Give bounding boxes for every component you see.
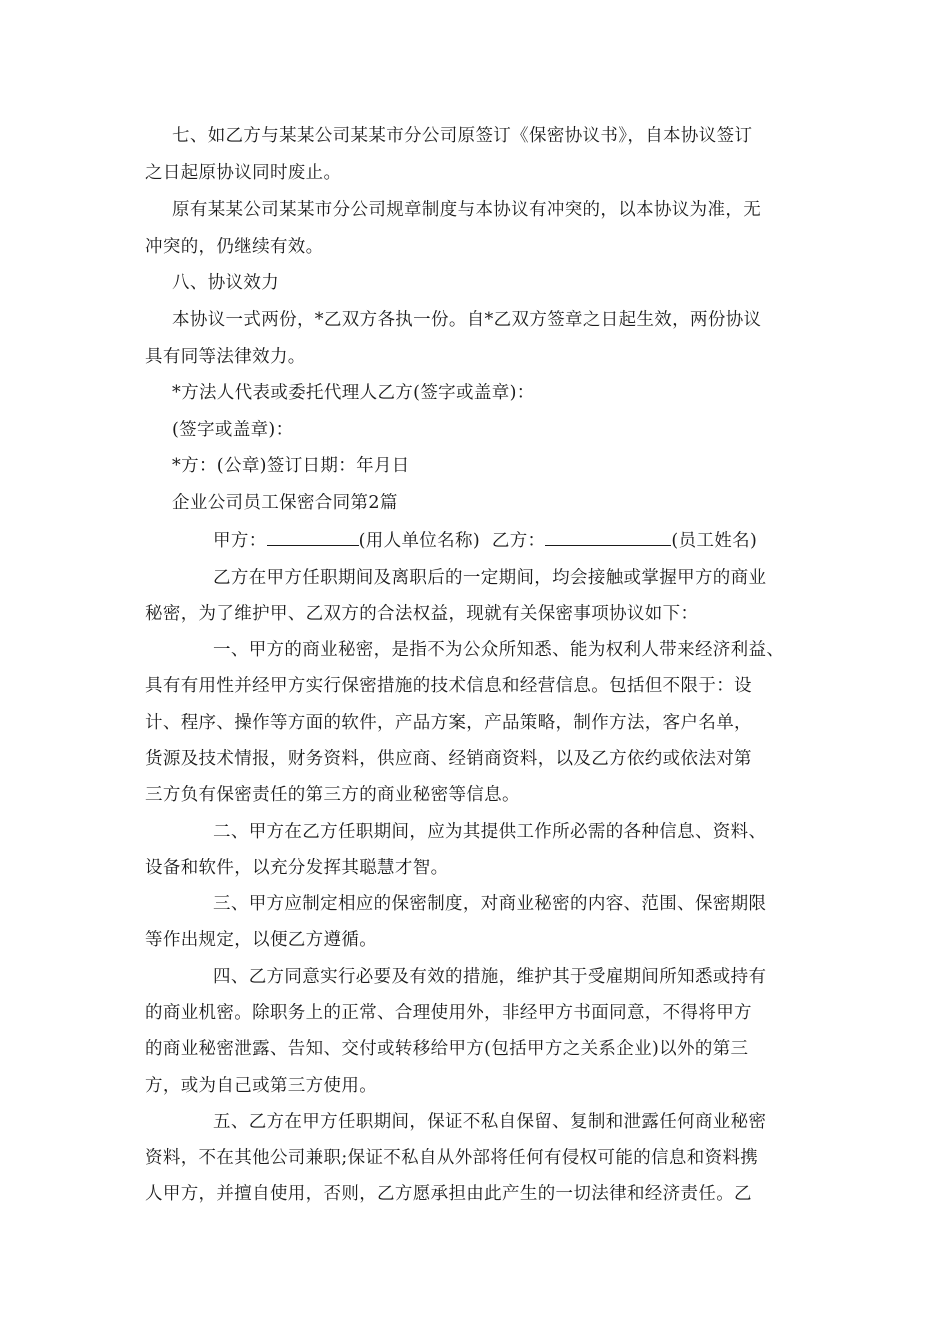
clause-1-line-5: 三方负有保密责任的第三方的商业秘密等信息。 [145, 785, 520, 805]
clause-5-line-2: 资料，不在其他公司兼职;保证不私自从外部将任何有侵权可能的信息和资料携 [145, 1148, 759, 1168]
clause-4-line-4: 方，或为自己或第三方使用。 [145, 1076, 378, 1096]
intro-line-1: 乙方在甲方任职期间及离职后的一定期间，均会接触或掌握甲方的商业 [213, 568, 767, 588]
clause-4-line-2: 的商业机密。除职务上的正常、合理使用外，非经甲方书面同意，不得将甲方 [145, 1003, 752, 1023]
signature-line-representative: *方法人代表或委托代理人乙方(签字或盖章)： [172, 383, 535, 403]
party-b-blank [545, 527, 671, 546]
signature-line-sign-seal: (签字或盖章)： [172, 420, 294, 440]
paragraph-validity-line-2: 具有同等法律效力。 [145, 347, 306, 367]
paragraph-rules-line-1: 原有某某公司某某市分公司规章制度与本协议有冲突的，以本协议为准，无 [172, 200, 762, 220]
clause-4-line-1: 四、乙方同意实行必要及有效的措施，维护其于受雇期间所知悉或持有 [213, 967, 767, 987]
clause-1-line-4: 货源及技术情报，财务资料，供应商、经销商资料，以及乙方依约或依法对第 [145, 749, 752, 769]
clause-3-line-2: 等作出规定，以便乙方遵循。 [145, 930, 378, 950]
clause-5-line-1: 五、乙方在甲方任职期间，保证不私自保留、复制和泄露任何商业秘密 [213, 1112, 767, 1132]
paragraph-7-line-1: 七、如乙方与某某公司某某市分公司原签订《保密协议书》，自本协议签订 [172, 126, 753, 146]
contract-title: 企业公司员工保密合同第2篇 [172, 493, 398, 513]
clause-1-line-1: 一、甲方的商业秘密，是指不为公众所知悉、能为权利人带来经济利益、 [213, 640, 785, 660]
clause-2-line-2: 设备和软件，以充分发挥其聪慧才智。 [145, 858, 449, 878]
parties-line [213, 527, 757, 553]
intro-line-2: 秘密，为了维护甲、乙双方的合法权益，现就有关保密事项协议如下： [145, 604, 699, 624]
section-8-heading: 八、协议效力 [172, 273, 280, 293]
clause-2-line-1: 二、甲方在乙方任职期间，应为其提供工作所必需的各种信息、资料、 [213, 822, 767, 842]
signature-line-date: *方：(公章)签订日期：年月日 [172, 456, 410, 476]
clause-3-line-1: 三、甲方应制定相应的保密制度，对商业秘密的内容、范围、保密期限 [213, 894, 767, 914]
party-a-label: 甲方： [213, 531, 267, 551]
clause-4-line-3: 的商业秘密泄露、告知、交付或转移给甲方(包括甲方之关系企业)以外的第三 [145, 1039, 749, 1059]
paragraph-rules-line-2: 冲突的，仍继续有效。 [145, 237, 324, 257]
paragraph-7-line-2: 之日起原协议同时废止。 [145, 163, 342, 183]
clause-1-line-3: 计、程序、操作等方面的软件，产品方案，产品策略，制作方法，客户名单， [145, 713, 752, 733]
paragraph-validity-line-1: 本协议一式两份，*乙双方各执一份。自*乙双方签章之日起生效，两份协议 [172, 310, 762, 330]
party-a-note: (用人单位名称) [358, 531, 481, 551]
party-a-blank [267, 527, 359, 546]
clause-5-line-3: 人甲方，并擅自使用，否则，乙方愿承担由此产生的一切法律和经济责任。乙 [145, 1184, 752, 1204]
party-b-note: (员工姓名) [671, 531, 758, 551]
clause-1-line-2: 具有有用性并经甲方实行保密措施的技术信息和经营信息。包括但不限于：设 [145, 676, 752, 696]
party-b-label: 乙方： [491, 531, 546, 551]
